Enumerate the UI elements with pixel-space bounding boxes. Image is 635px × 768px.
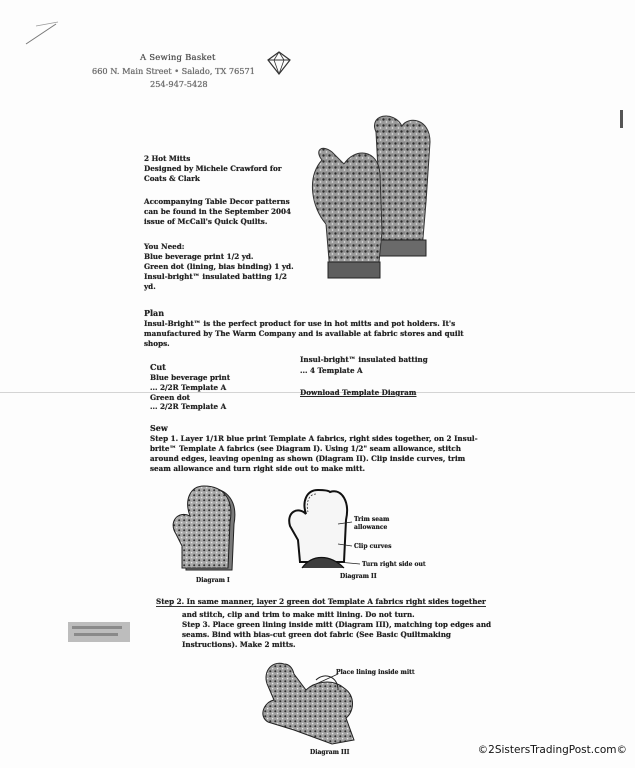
cut-blue-qty: ... 2/2R Template A [150,383,227,392]
diagram-1-caption: Diagram I [196,577,230,584]
you-need-item: Insul-bright™ insulated batting 1/2 [144,272,287,281]
hot-mitts-photo [298,112,448,292]
diagram-2-label-clip: Clip curves [354,543,392,550]
sew-heading: Sew [150,423,168,433]
diagram-2-label-trim: Trim seam [354,516,390,523]
shop-address: 660 N. Main Street • Salado, TX 76571 [92,66,255,76]
plan-heading: Plan [144,308,165,318]
cut-green-qty: ... 2/2R Template A [150,402,227,411]
plan-line: shops. [144,339,170,348]
step1-line: Step 1. Layer 1/1R blue print Template A fabrics, right sides together, on 2 Insul- [150,434,478,443]
diagram-3-label: Place lining inside mitt [336,669,415,676]
step1-line: brite™ Template A fabrics (see Diagram I). Using 1/2" seam allowance, stitch [150,444,462,453]
step3-line: Instructions). Make 2 mitts. [182,640,296,649]
designer-line: Designed by Michele Crawford for [144,164,282,173]
step1-line: seam allowance and turn right side out to make mitt. [150,464,366,473]
diagram-1-illustration [168,484,248,574]
plan-line: Insul-Bright™ is the perfect product for use in hot mitts and pot holders. It's [144,319,456,328]
copyright-watermark: ©2SistersTradingPost.com© [477,744,627,756]
cut-blue-label: Blue beverage print [150,373,231,382]
diagram-2-caption: Diagram II [340,573,377,580]
cut-heading: Cut [150,362,166,372]
step2-line: Step 2. In same manner, layer 2 green dot Template A fabrics right sides together [156,597,486,606]
scan-artifact-line [620,110,623,128]
intro-line: can be found in the September 2004 [144,207,291,216]
you-need-item: yd. [144,282,156,291]
corner-mark [22,18,62,48]
diagram-2-label-turn: Turn right side out [362,561,426,568]
pattern-title: 2 Hot Mitts [144,154,191,163]
download-template-link[interactable]: Download Template Diagram [300,388,417,397]
cut-green-label: Green dot [150,393,190,402]
step3-line: seams. Bind with bias-cut green dot fabric (See Basic Quiltmaking [182,630,451,639]
diagram-3-caption: Diagram III [310,749,350,756]
shop-name: A Sewing Basket [140,53,216,63]
step3-line: Step 3. Place green lining inside mitt (Diagram III), matching top edges and [182,620,492,629]
you-need-heading: You Need: [144,242,185,251]
step2-line: and stitch, clip and trim to make mitt lining. Do not turn. [182,610,415,619]
you-need-item: Green dot (lining, bias binding) 1 yd. [144,262,294,271]
step1-line: around edges, leaving opening as shown (Diagram II). Clip inside curves, trim [150,454,466,463]
diamond-logo-icon [268,52,290,74]
shop-phone: 254-947-5428 [150,79,208,89]
cut-batting-qty: ... 4 Template A [300,366,363,375]
intro-line: issue of McCall's Quick Quilts. [144,217,268,226]
scan-smudge [68,622,130,642]
cut-batting-label: Insul-bright™ insulated batting [300,355,428,364]
plan-line: manufactured by The Warm Company and is available at fabric stores and quilt [144,329,464,338]
intro-line: Accompanying Table Decor patterns [144,197,290,206]
company-line: Coats & Clark [144,174,200,183]
you-need-item: Blue beverage print 1/2 yd. [144,252,254,261]
diagram-2-label-allowance: allowance [354,524,388,531]
